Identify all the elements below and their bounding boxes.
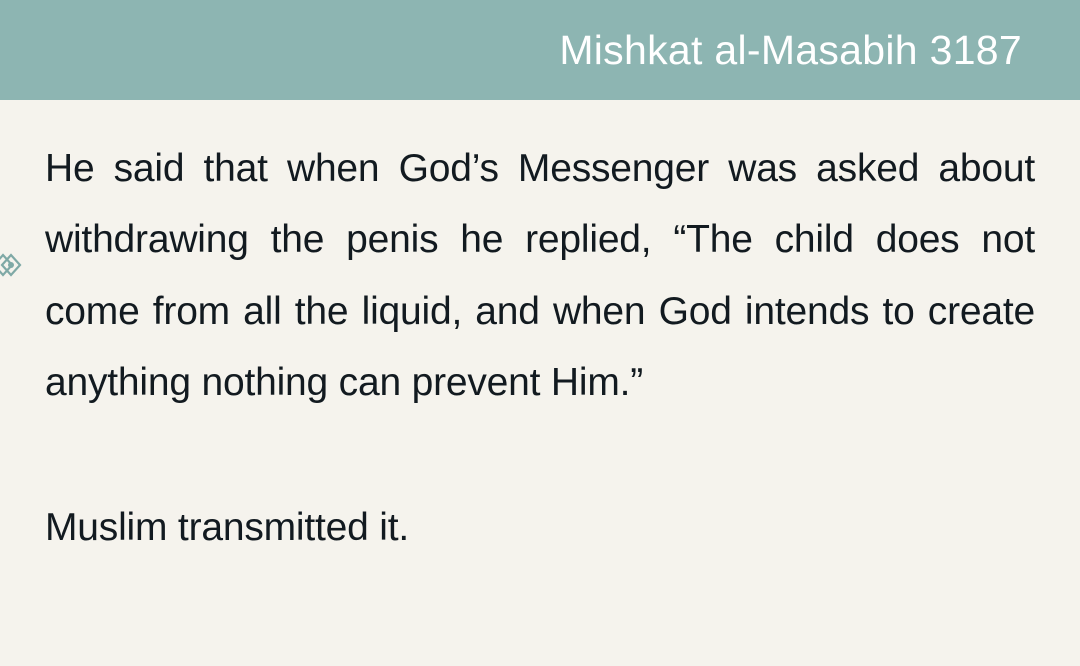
hadith-attribution: Muslim transmitted it.: [45, 506, 410, 550]
header-bar: [0, 0, 1080, 100]
ornament-diamond-icon: [0, 243, 36, 287]
page-title: Mishkat al-Masabih 3187: [559, 26, 1022, 73]
hadith-body-text: He said that when God’s Messenger was asked about withdrawing the penis he replied, “The child does not come from all the liquid, and when God intends to create anything nothing can prevent Him.”: [45, 147, 1035, 405]
hadith-content: [0, 100, 1080, 666]
